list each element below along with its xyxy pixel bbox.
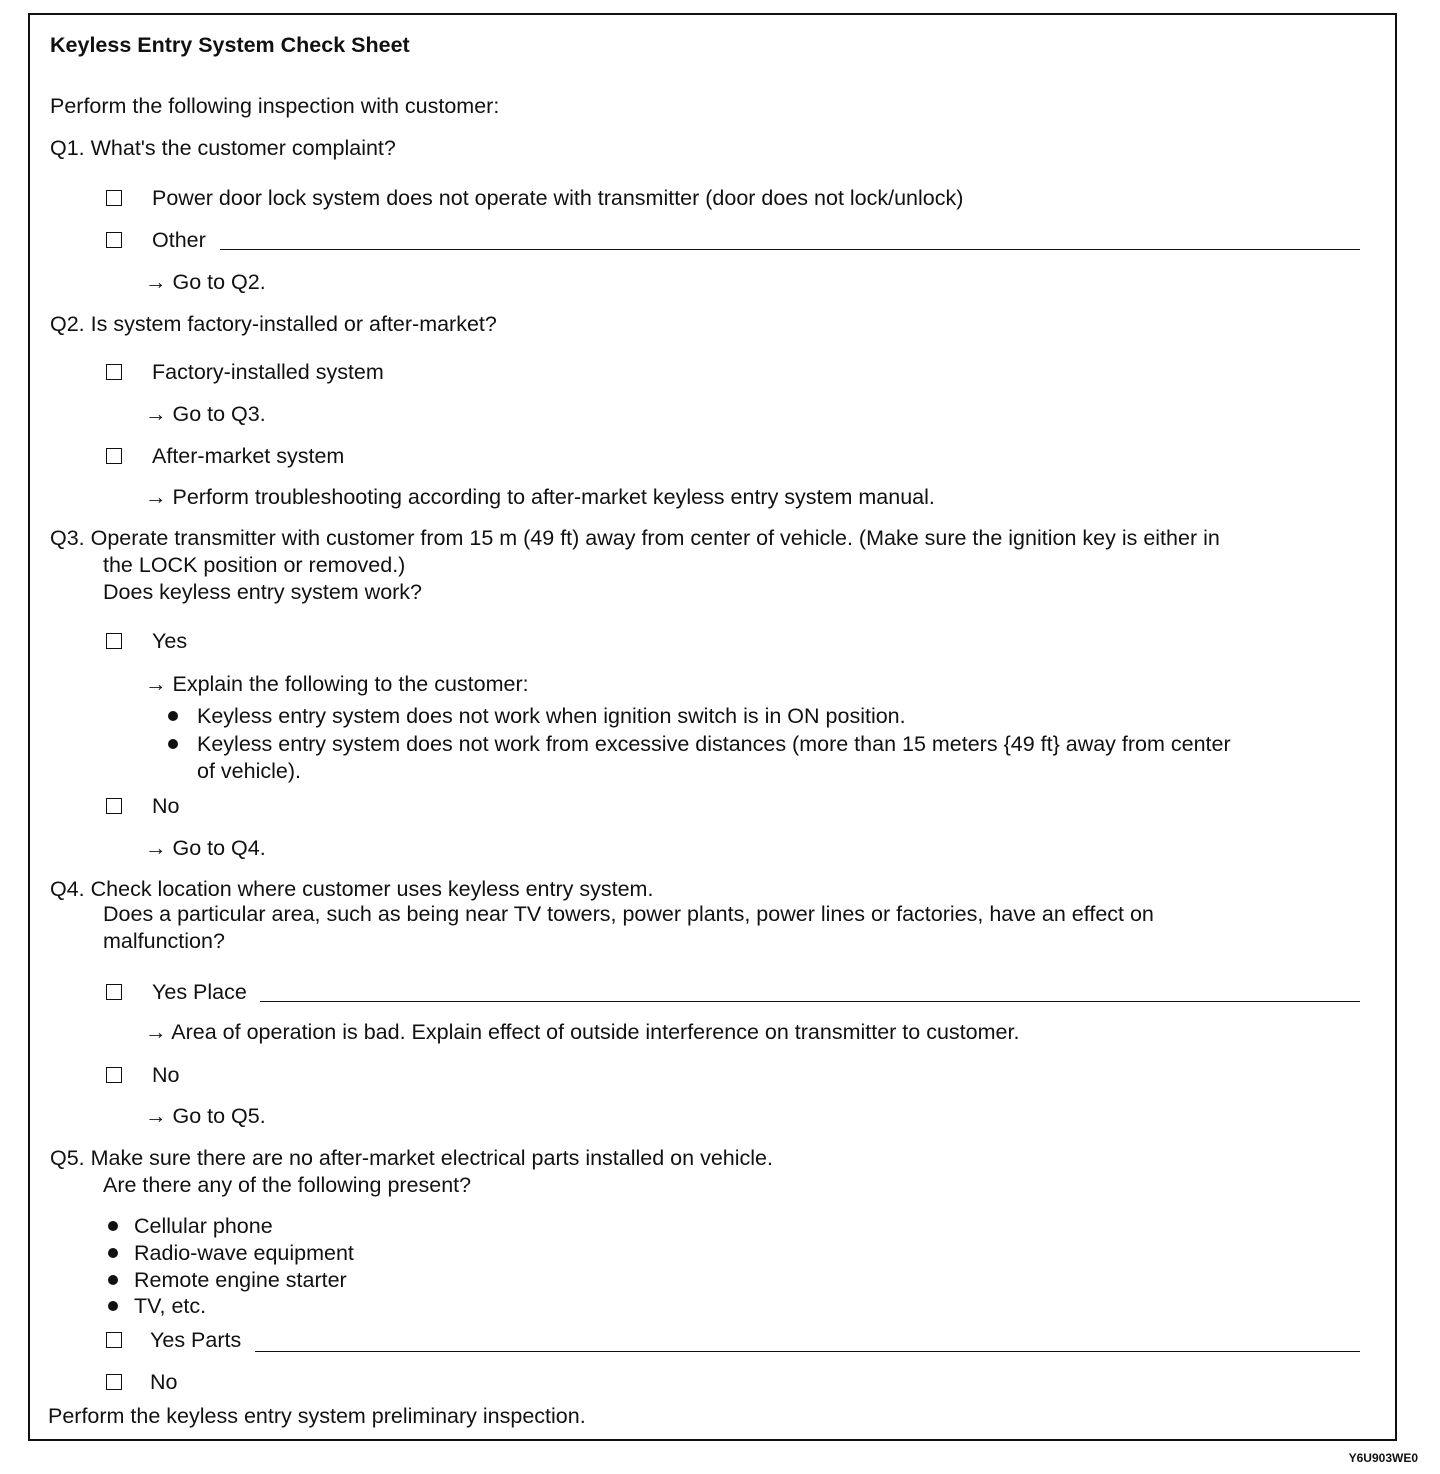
q4-question-line3: malfunction?: [103, 929, 225, 953]
q4-no-next: → Go to Q5.: [145, 1104, 266, 1128]
q3-yes-next: → Explain the following to the customer:: [145, 672, 529, 696]
q3-yes-label: Yes: [152, 629, 188, 653]
q4-no-checkbox[interactable]: [106, 1067, 122, 1083]
q2-factory-checkbox[interactable]: [106, 364, 122, 380]
q5-question-line2: Are there any of the following present?: [103, 1173, 472, 1197]
q3-yes-checkbox[interactable]: [106, 633, 122, 649]
q1-other-checkbox[interactable]: [106, 232, 122, 248]
q4-yes-next: → Area of operation is bad. Explain effect of outside interference on transmitter to customer.: [145, 1020, 1020, 1044]
q3-bullet1: Keyless entry system does not work when ignition switch is in ON position.: [197, 704, 906, 728]
q1-question: Q1. What's the customer complaint?: [50, 136, 396, 160]
q1-other-label: Other: [152, 228, 206, 252]
q2-aftermarket-label: After-market system: [152, 444, 345, 468]
bullet-icon: [108, 1248, 118, 1258]
footer-instruction: Perform the keyless entry system preliminary inspection.: [48, 1404, 586, 1428]
sheet-title: Keyless Entry System Check Sheet: [50, 33, 410, 57]
q5-no-label: No: [150, 1370, 178, 1394]
bullet-icon: [168, 739, 178, 749]
q3-bullet2-line1: Keyless entry system does not work from excessive distances (more than 15 meters {49 ft} away from center: [197, 732, 1231, 756]
q4-question-line1: Q4. Check location where customer uses keyless entry system.: [50, 877, 654, 901]
q2-aftermarket-checkbox[interactable]: [106, 448, 122, 464]
q2-question: Q2. Is system factory-installed or after-market?: [50, 312, 497, 336]
q1-other-input-line[interactable]: [220, 249, 1360, 250]
q4-yes-label: Yes Place: [152, 980, 247, 1004]
bullet-icon: [168, 711, 178, 721]
q5-item: TV, etc.: [134, 1294, 207, 1318]
q1-option1-checkbox[interactable]: [106, 190, 122, 206]
q4-place-input-line[interactable]: [260, 1001, 1360, 1002]
q5-item: Cellular phone: [134, 1214, 273, 1238]
q3-question-line2: the LOCK position or removed.): [103, 553, 406, 577]
q3-no-next: → Go to Q4.: [145, 836, 266, 860]
q3-question-line1: Q3. Operate transmitter with customer from 15 m (49 ft) away from center of vehicle. (Make sure the ignition key is either in: [50, 526, 1220, 550]
q5-no-checkbox[interactable]: [106, 1374, 122, 1390]
bullet-icon: [108, 1221, 118, 1231]
figure-code: Y6U903WE0: [1348, 1451, 1418, 1465]
bullet-icon: [108, 1275, 118, 1285]
q1-next: → Go to Q2.: [145, 270, 266, 294]
q5-yes-checkbox[interactable]: [106, 1332, 122, 1348]
q2-factory-label: Factory-installed system: [152, 360, 384, 384]
q2-aftermarket-next: → Perform troubleshooting according to after-market keyless entry system manual.: [145, 485, 935, 509]
q3-no-label: No: [152, 794, 180, 818]
intro-text: Perform the following inspection with customer:: [50, 94, 500, 118]
q5-yes-label: Yes Parts: [150, 1328, 242, 1352]
q1-option1-label: Power door lock system does not operate with transmitter (door does not lock/unlock): [152, 186, 964, 210]
q5-parts-input-line[interactable]: [255, 1351, 1360, 1352]
bullet-icon: [108, 1301, 118, 1311]
q3-question-line3: Does keyless entry system work?: [103, 580, 423, 604]
q4-question-line2: Does a particular area, such as being near TV towers, power plants, power lines or factories, have an effect on: [103, 902, 1154, 926]
q5-item: Remote engine starter: [134, 1268, 347, 1292]
q5-item: Radio-wave equipment: [134, 1241, 354, 1265]
q5-question-line1: Q5. Make sure there are no after-market electrical parts installed on vehicle.: [50, 1146, 773, 1170]
q2-factory-next: → Go to Q3.: [145, 402, 266, 426]
q4-yes-checkbox[interactable]: [106, 984, 122, 1000]
q4-no-label: No: [152, 1063, 180, 1087]
q3-bullet2-line2: of vehicle).: [197, 759, 301, 783]
q3-no-checkbox[interactable]: [106, 798, 122, 814]
